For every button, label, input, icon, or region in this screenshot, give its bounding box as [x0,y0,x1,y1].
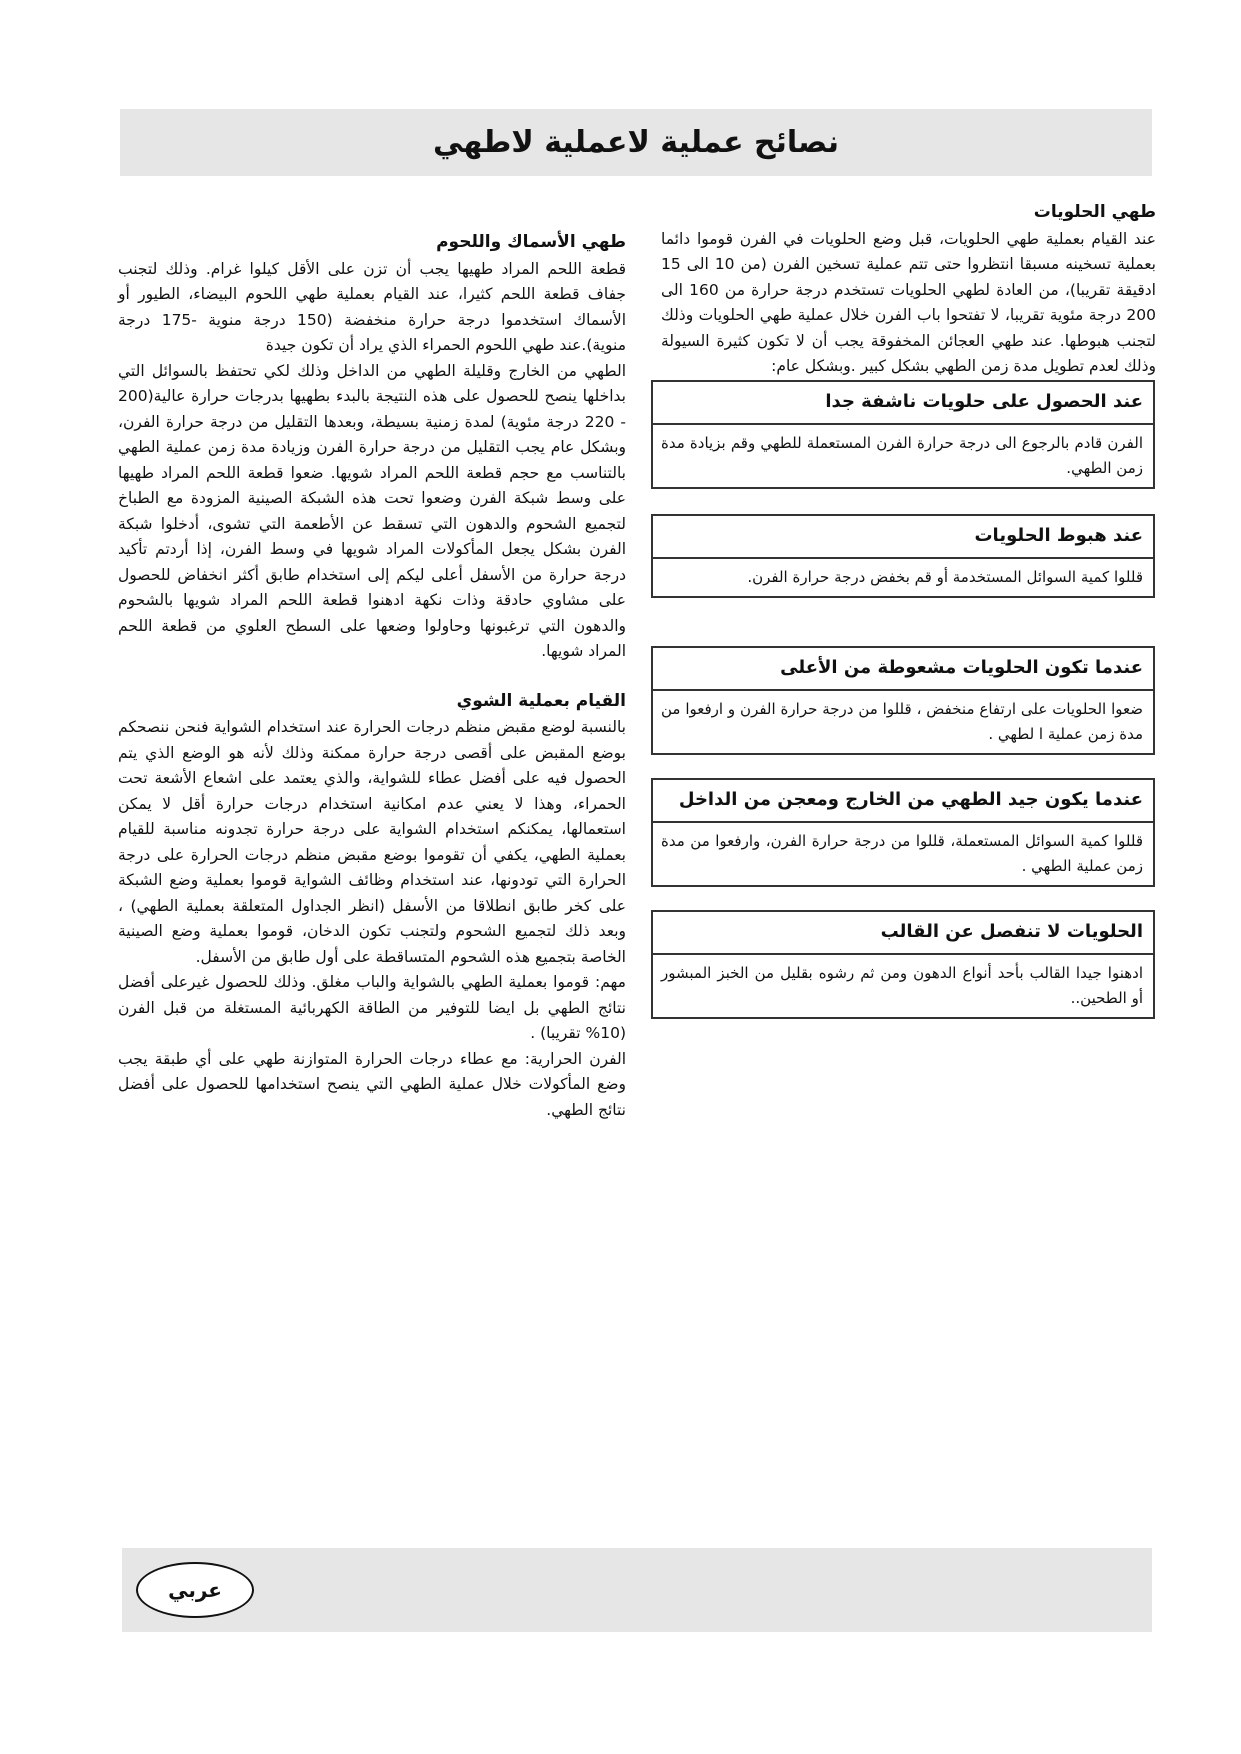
tip-box-body: قللوا كمية السوائل المستعملة، قللوا من درجة حرارة الفرن، وارفعوا من مدة زمن عملية الطهي . [661,832,1143,875]
grill-paragraph-3: الفرن الحرارية: مع عطاء درجات الحرارة المتوازنة طهي على أي طبقة يجب وضع المأكولات خلال عملية الطهي التي ينصح استخدامها للحصول على أفضل نتائج الطهي. [118,1049,626,1119]
grill-paragraph-2: مهم: قوموا بعملية الطهي بالشواية والباب مغلق. وذلك للحصول غيرعلى أفضل نتائج الطهي بل ايضا للتوفير من الطاقة الكهربائية المستغلة من قبل الفرن (10% تقريبا) . [118,973,626,1042]
fish-meat-title: طهي الأسماك واللحوم [436,232,626,252]
meat-grill-section [118,230,626,1123]
tip-box-burnt-top [651,646,1155,755]
tip-box-doughy-inside [651,778,1155,887]
tip-box-title: عندما يكون جيد الطهي من الخارج ومعجن من الداخل [653,780,1153,823]
grill-paragraph-1: بالنسبة لوضع مقبض منظم درجات الحرارة عند استخدام الشواية فنحن ننصحكم بوضع المقبض على أقصى درجة حرارة ممكنة وذلك لأنه هو الوضع الذي يتم الحصول فيه على أفضل عطاء للشواية، والذي يعتمد على اشعاع الأشعة تحت الحمراء، وهذا لا يعني عدم امكانية استخدام درجات حرارة أقل لا يمكن استعمالها، يمكنكم استخدام الشواية على درجة حرارة تجدونه مناسبة للقيام بعملية الطهي، يكفي أن تقوموا بوضع مقبض منظم درجات الحرارة على درجة الحرارة التي تودونها، عند استخدام وظائف الشواية قوموا بعملية وضع الشبكة على كخر طابق انطلاقا من الأسفل (انظر الجداول المتعلقة بعملية الطهي) ، وبعد ذلك لتجميع الشحوم ولتجنب تكون الدخان، قوموا بعملية وضع الصينية الخاصة بتجميع هذه الشحوم المتساقطة على أول طابق من الأسفل. [118,718,626,966]
tip-box-body: الفرن قادم بالرجوع الى درجة حرارة الفرن المستعملة للطهي وقم بزيادة مدة زمن الطهي. [661,434,1143,477]
tip-box-title: الحلويات لا تنفصل عن القالب [653,912,1153,955]
header-bar [120,109,1152,176]
tip-box-title: عند هبوط الحلويات [653,516,1153,559]
tip-box-stuck-mold [651,910,1155,1019]
fish-meat-paragraph-2: الطهي من الخارج وقليلة الطهي من الداخل وذلك لكي تحتفظ بالسوائل التي بداخلها ينصح للحصول على هذه النتيجة بالبدء بطهيها بدرجات حرارة عالية(200 - 220 درجة مئوية) لمدة زمنية بسيطة، وبعدها التقليل من درجة حرارة الفرن، وبشكل عام يجب التقليل من درجة حرارة الفرن وزيادة مدة زمن عملية الطهي بالتناسب مع حجم قطعة اللحم المراد شويها. ضعوا قطعة اللحم المراد طهيها على وسط شبكة الفرن وضعوا تحت هذه الشبكة الصينية المزودة مع الطباخ لتجميع الشحوم والدهون التي تسقط عن الأطعمة التي تشوى، أدخلوا شبكة الفرن بشكل يجعل المأكولات المراد شويها في وسط الفرن، إذا أردتم تأكيد درجة حرارة من الأسفل أعلى ليكم إلى استخدام طابق أكثر انخفاض للحصول على مشاوي حادقة وذات نكهة ادهنوا قطعة اللحم المراد شويها بالشحوم والدهون التي ترغبونها وحاولوا وضعها على السطح العلوي من قطعة اللحم المراد شويها. [118,361,626,660]
tip-box-body: ادهنوا جيدا القالب بأحد أنواع الدهون ومن ثم رشوه بقليل من الخبز المبشور أو الطحين.. [661,964,1143,1007]
pastry-section [650,200,1156,380]
fish-meat-paragraph-1: قطعة اللحم المراد طهيها يجب أن تزن على الأقل كيلوا غرام. وذلك لتجنب جفاف قطعة اللحم كثيرا، عند القيام بعملية طهي اللحوم البيضاء، الطيور أو الأسماك استخدموا درجة حرارة منخفضة (150 درجة منوية -175 درجة منوية).عند طهي اللحوم الحمراء الذي يراد أن تكون جيدة [118,259,627,354]
tip-box-body: ضعوا الحلويات على ارتفاع منخفض ، قللوا من درجة حرارة الفرن و ارفعوا من مدة زمن عملية ا لطهي . [661,700,1143,743]
tip-box-title: عندما تكون الحلويات مشعوطة من الأعلى [653,648,1153,691]
footer-bar [122,1548,1152,1632]
page-title: نصائح عملية لاعملية لاطهي [433,125,839,160]
tip-box-title: عند الحصول على حلويات ناشفة جدا [653,382,1153,425]
tip-box-body: قللوا كمية السوائل المستخدمة أو قم بخفض درجة حرارة الفرن. [747,568,1143,586]
pastry-intro: عند القيام بعملية طهي الحلويات، قبل وضع الحلويات في الفرن قوموا دائما بعملية تسخينه مسبقا انتظروا حتى تتم عملية تسخين الفرن (من 10 الى 15 ادقيقة تقريبا)، من العادة لطهي الحلويات تستخدم درجة حرارة من 160 الى 200 درجة مئوية تقريبا، لا تفتحوا باب الفرن خلال عملية طهي الحلويات وذلك لتجنب هبوطها. عند طهي العجائن المخفوقة يجب أن لا تكون كثيرة السيولة وذلك لعدم تطويل مدة زمن الطهي بشكل كبير .وبشكل عام: [661,229,1156,375]
pastry-title: طهي الحلويات [1033,202,1156,222]
language-badge: عربي [136,1562,254,1618]
grill-title: القيام بعملية الشوي [456,690,626,711]
tip-box-sinking [651,514,1155,598]
tip-box-dry [651,380,1155,489]
